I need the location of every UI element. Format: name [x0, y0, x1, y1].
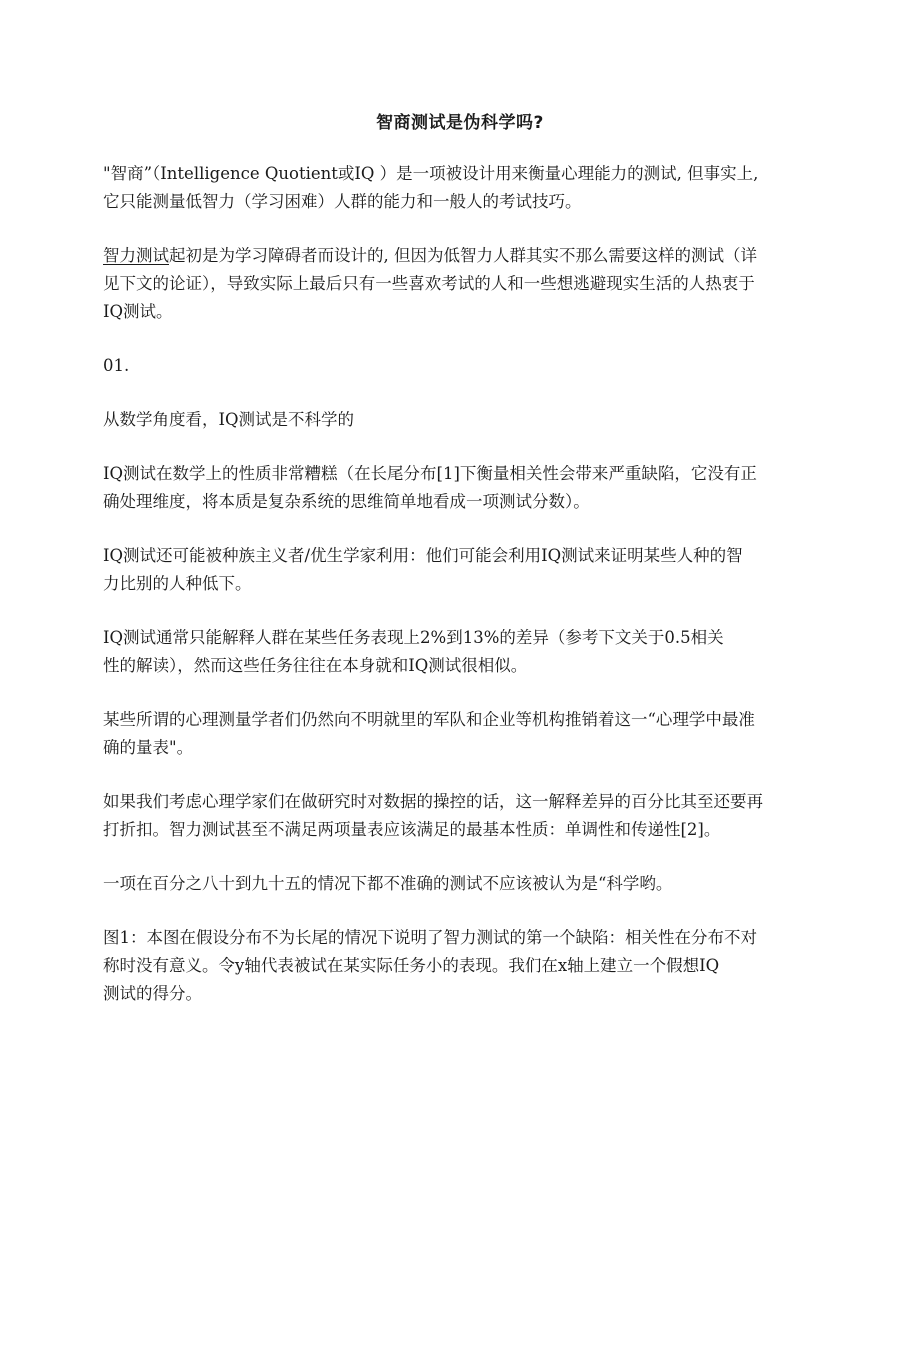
paragraph-line: 某些所谓的心理测量学者们仍然向不明就里的军队和企业等机构推销着这一“心理学中最准	[103, 710, 755, 729]
paragraph-psychometricians	[103, 706, 803, 762]
document-body	[103, 160, 803, 1034]
paragraph-line: 一项在百分之八十到九十五的情况下都不准确的测试不应该被认为是“科学哟。	[103, 874, 673, 893]
section-heading: 从数学角度看，IQ测试是不科学的	[103, 410, 355, 429]
paragraph-origin	[103, 242, 803, 326]
section-number: 01.	[103, 356, 130, 375]
paragraph-line: 性的解读），然而这些任务往往在本身就和IQ测试很相似。	[103, 656, 528, 675]
paragraph-line	[103, 242, 803, 270]
figure-caption	[103, 924, 803, 1008]
paragraph-manipulation	[103, 788, 803, 844]
paragraph-line: 图1：本图在假设分布不为长尾的情况下说明了智力测试的第一个缺陷：相关性在分布不对	[103, 928, 757, 947]
paragraph-line: 确处理维度，将本质是复杂系统的思维简单地看成一项测试分数）。	[103, 492, 590, 511]
paragraph-inaccuracy	[103, 870, 803, 898]
paragraph-line: 确的量表"。	[103, 738, 194, 757]
paragraph-line: IQ测试在数学上的性质非常糟糕（在长尾分布[1]下衡量相关性会带来严重缺陷，它没有正	[103, 464, 757, 483]
paragraph-line: IQ测试。	[103, 302, 173, 321]
paragraph-math	[103, 460, 803, 516]
paragraph-line: IQ测试通常只能解释人群在某些任务表现上2%到13%的差异（参考下文关于0.5相关	[103, 628, 724, 647]
document-title: 智商测试是伪科学吗?	[376, 113, 544, 133]
paragraph-racism	[103, 542, 803, 598]
paragraph-line: 如果我们考虑心理学家们在做研究时对数据的操控的话，这一解释差异的百分比其至还要再	[103, 792, 763, 811]
paragraph-line: 力比别的人种低下。	[103, 574, 252, 593]
paragraph-line: 打折扣。智力测试甚至不满足两项量表应该满足的最基本性质：单调性和传递性[2]。	[103, 820, 721, 839]
paragraph-variance	[103, 624, 803, 680]
intelligence-test-link[interactable]: 智力测试	[103, 246, 169, 265]
paragraph-line: 称时没有意义。令y轴代表被试在某实际任务小的表现。我们在x轴上建立一个假想IQ	[103, 956, 720, 975]
paragraph-line-text: 起初是为学习障碍者而设计的, 但因为低智力人群其实不那么需要这样的测试（详	[169, 246, 757, 265]
paragraph-line: "智商”（Intelligence Quotient或IQ ）是一项被设计用来衡量心理能力的测试, 但事实上,	[103, 164, 759, 183]
paragraph-line: 它只能测量低智力（学习困难）人群的能力和一般人的考试技巧。	[103, 192, 582, 211]
paragraph-line: IQ测试还可能被种族主义者/优生学家利用：他们可能会利用IQ测试来证明某些人种的智	[103, 546, 743, 565]
paragraph-line: 测试的得分。	[103, 984, 202, 1003]
paragraph-intro	[103, 160, 803, 216]
paragraph-line: 见下文的论证），导致实际上最后只有一些喜欢考试的人和一些想逃避现实生活的人热衷于	[103, 274, 755, 293]
